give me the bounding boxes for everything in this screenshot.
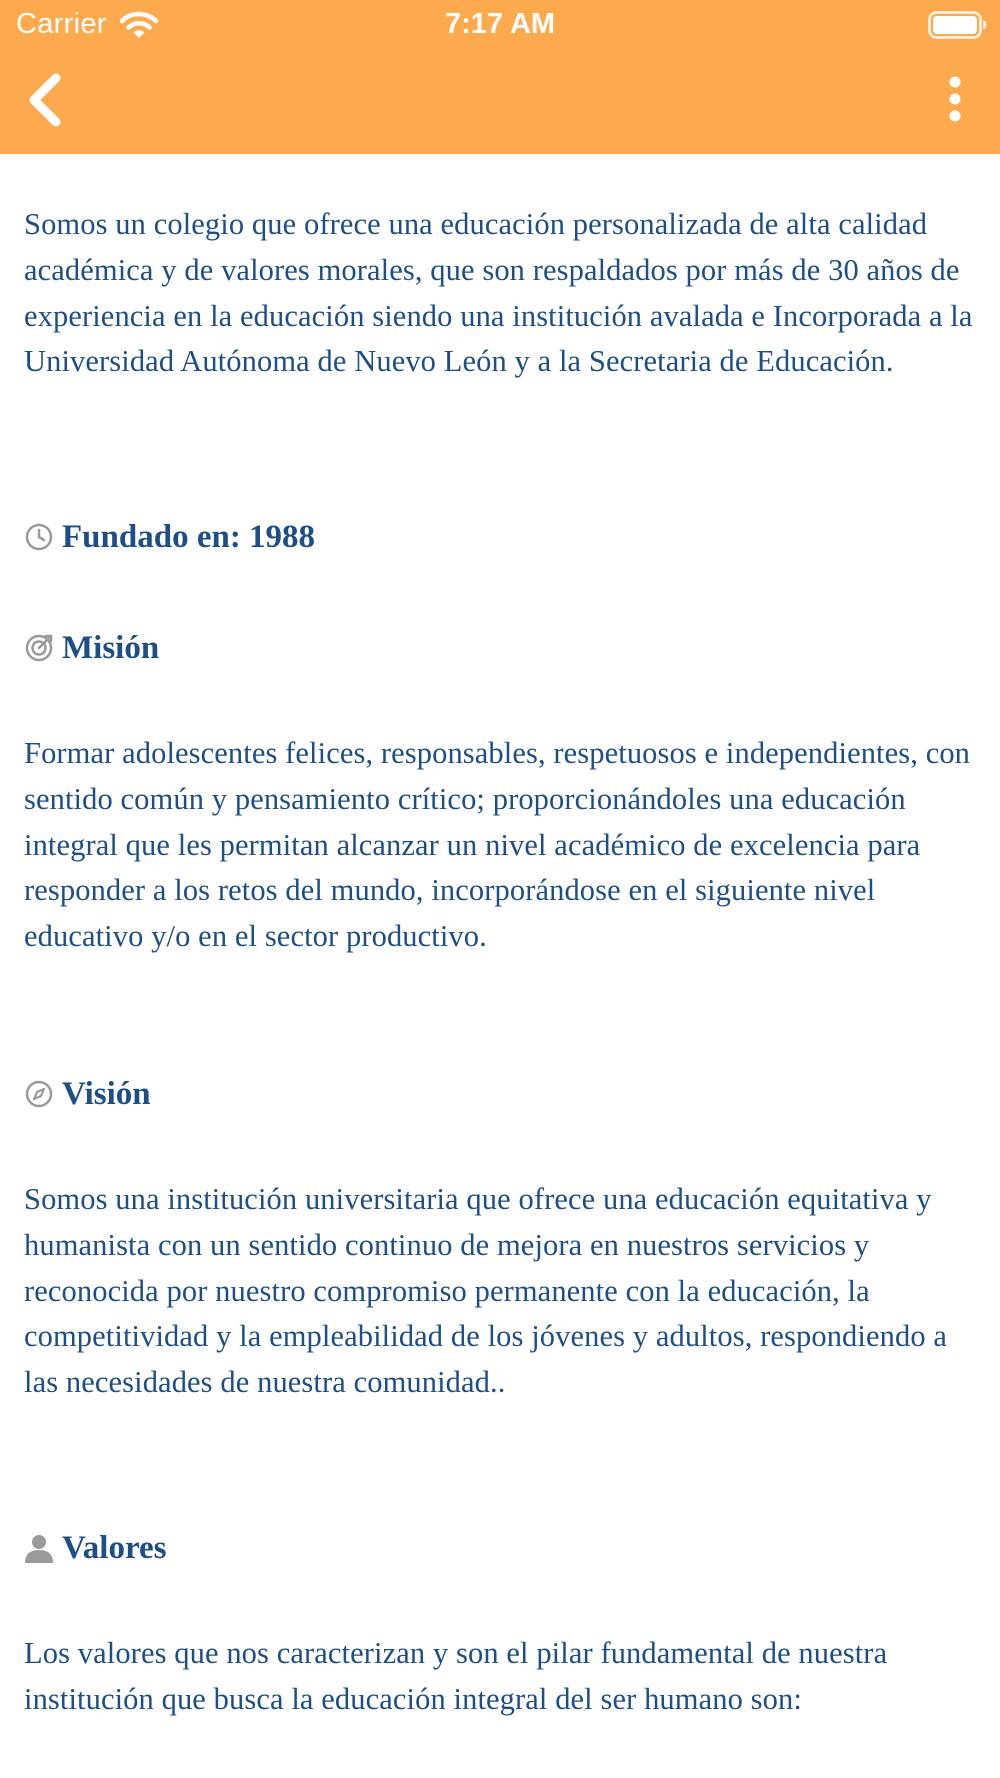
clock-icon (24, 522, 54, 552)
intro-paragraph: Somos un colegio que ofrece una educación personalizada de alta calidad académica y de valores morales, que son respaldados por más de 30 años de experiencia en la educación siendo una institución avalada e Incorporada a la Universidad Autónoma de Nuevo León y a la Secretaria de Educación. (24, 207, 973, 379)
status-bar (0, 0, 1000, 50)
more-vertical-icon (930, 70, 980, 130)
more-options-button[interactable] (930, 70, 980, 130)
chevron-left-icon (18, 68, 78, 132)
mission-heading (24, 624, 159, 672)
compass-icon (24, 1079, 54, 1109)
values-title: Valores (62, 1529, 167, 1566)
back-button[interactable] (18, 68, 78, 132)
founded-label: Fundado en: 1988 (62, 518, 316, 555)
status-time: 7:17 AM (444, 8, 556, 40)
battery-icon (928, 11, 988, 39)
app-header (0, 0, 1000, 154)
mission-title: Misión (62, 629, 160, 666)
vision-heading (24, 1070, 151, 1118)
values-heading (24, 1524, 167, 1572)
vision-title: Visión (62, 1075, 151, 1112)
vision-paragraph: Somos una institución universitaria que ofrece una educación equitativa y humanista con un sentido continuo de mejora en nuestros servicios y reconocida por nuestro compromiso permanente con la educación, la competitividad y la empleabilidad de los jóvenes y adultos, respondiendo a las necesidades de nuestra comunidad.. (24, 1182, 948, 1400)
mission-paragraph: Formar adolescentes felices, responsables, respetuosos e independientes, con sentido común y pensamiento crítico; proporcionándoles una educación integral que les permitan alcanzar un nivel académico de excelencia para responder a los retos del mundo, incorporándose en el siguiente nivel educativo y/o en el sector productivo. (24, 736, 971, 954)
values-paragraph: Los valores que nos caracterizan y son el pilar fundamental de nuestra institución que busca la educación integral del ser humano son: (24, 1636, 888, 1716)
target-icon (24, 633, 54, 663)
carrier-label: Carrier (16, 8, 107, 40)
person-icon (24, 1533, 54, 1563)
founded-heading (24, 513, 315, 561)
